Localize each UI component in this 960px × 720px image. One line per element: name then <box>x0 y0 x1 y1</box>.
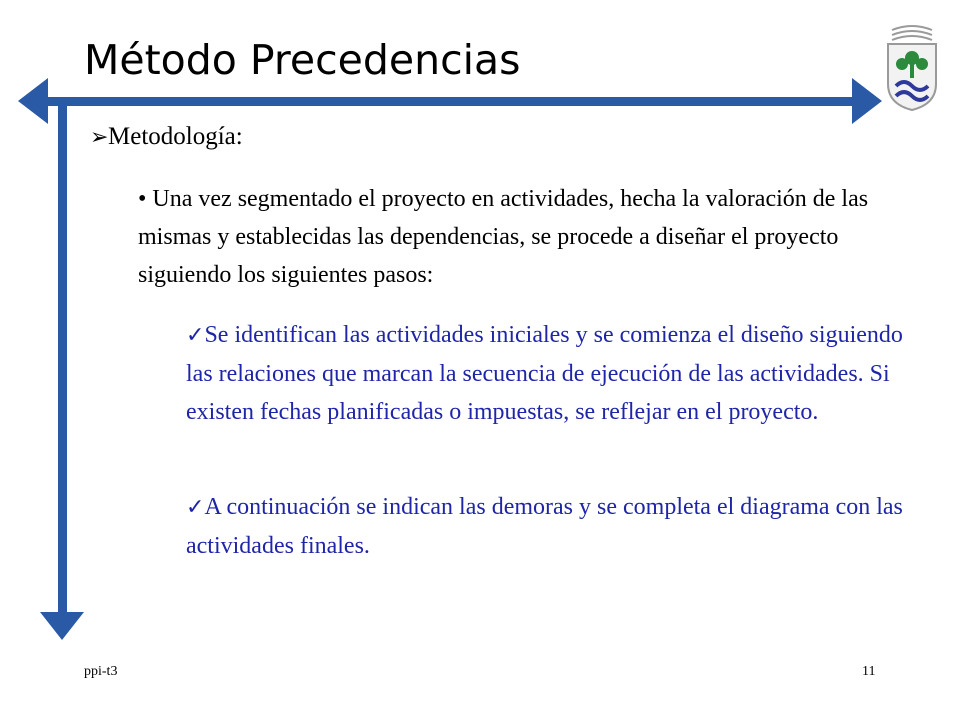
right-arrowhead-icon <box>852 78 882 124</box>
arrow-bullet-icon: ➢ <box>90 124 109 149</box>
vertical-arrow-line <box>58 101 67 621</box>
step-item-2 <box>186 488 926 565</box>
step-item-1 <box>186 316 926 431</box>
checkmark-icon: ✓ <box>186 495 205 520</box>
horizontal-arrow-line <box>40 97 868 106</box>
step-item-2-text: A continuación se indican las demoras y se completa el diagrama con las actividades finales. <box>186 494 903 559</box>
intro-paragraph: • Una vez segmentado el proyecto en actividades, hecha la valoración de las mismas y establecidas las dependencias, se procede a diseñar el proyecto siguiendo los siguientes pasos: <box>138 186 869 288</box>
step-item-1-text: Se identifican las actividades iniciales y se comienza el diseño siguiendo las relaciones que marcan la secuencia de ejecución de las actividades. Si existen fechas planificadas o impuestas, se reflejar en el proyecto. <box>186 322 903 425</box>
checkmark-icon: ✓ <box>186 323 205 348</box>
left-arrowhead-icon <box>18 78 48 124</box>
heading-text: Metodología: <box>108 123 243 150</box>
slide-title: Método Precedencias <box>84 36 521 84</box>
down-arrowhead-icon <box>40 612 84 640</box>
university-logo-icon <box>884 22 940 112</box>
footer-label: ppi-t3 <box>84 664 118 679</box>
section-heading <box>90 123 243 151</box>
page-number: 11 <box>862 664 876 679</box>
